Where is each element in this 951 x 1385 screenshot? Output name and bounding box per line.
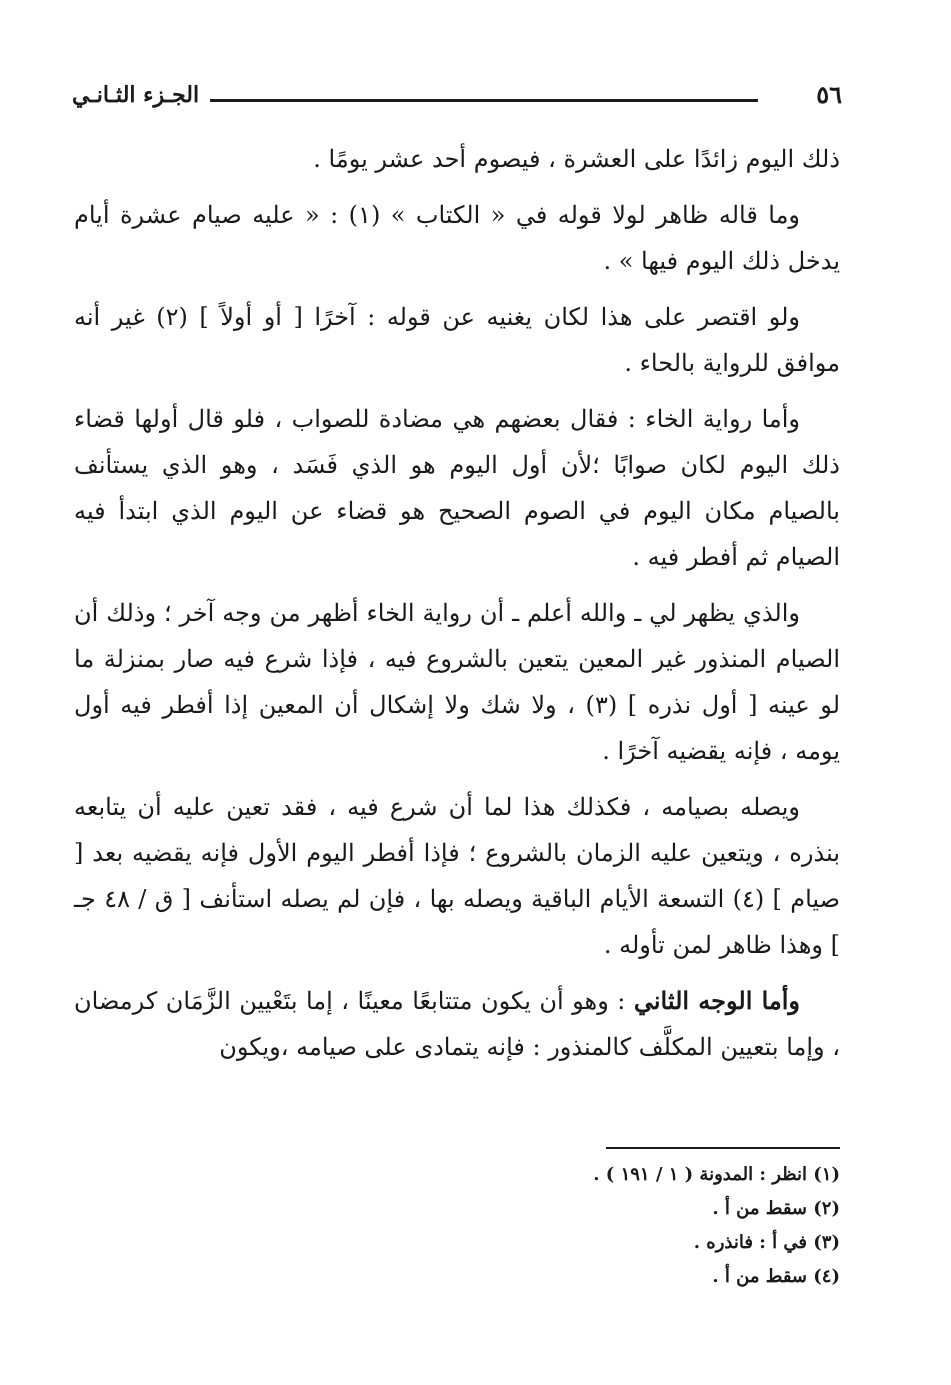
section-lead: وأما الوجه الثاني (633, 986, 801, 1015)
paragraph: وما قاله ظاهر لولا قوله في « الكتاب » (١) : « عليه صيام عشرة أيام يدخل ذلك اليوم فيها » . (74, 201, 840, 275)
paragraph: والذي يظهر لي ـ والله أعلم ـ أن رواية الخاء أظهر من وجه آخر ؛ وذلك أن الصيام المنذور غير المعين يتعين بالشروع فيه ، فإذا شرع فيه صار بمنزلة ما لو عينه [ أول نذره ] (٣) ، ولا شك ولا إشكال أن المعين إذا أفطر فيه أول يومه ، فإنه يقضيه آخرًا . (74, 599, 841, 765)
running-title: الجـزء الثـانـي (72, 82, 200, 108)
paragraph: ويصله بصيامه ، فكذلك هذا لما أن شرع فيه ، فقد تعين عليه أن يتابعه بنذره ، ويتعين عليه الزمان بالشروع ؛ فإذا أفطر اليوم الأول فإنه يقضيه بعد [ صيام ] (٤) التسعة الأيام الباقية ويصله بها ، فإن لم يصله استأنف [ ق / ٤٨ جـ ] وهذا ظاهر لمن تأوله . (74, 793, 840, 959)
footnote: (١) انظر : المدونة ( ١ / ١٩١ ) . (593, 1164, 840, 1185)
section-text: : وهو أن يكون متتابعًا معينًا ، إما بتَعْيين الزَّمَان كرمضان ، وإما بتعيين المكلَّف كالمنذور : فإنه يتمادى على صيامه ،ويكون (74, 987, 840, 1061)
paragraph: وأما رواية الخاء : فقال بعضهم هي مضادة للصواب ، فلو قال أولها قضاء ذلك اليوم لكان صوابًا ؛لأن أول اليوم هو الذي فَسَد ، وهو الذي يستأنف بالصيام مكان اليوم في الصوم الصحيح هو قضاء عن اليوم الذي ابتدأ فيه الصيام ثم أفطر فيه . (74, 405, 840, 571)
footnote: (٤) سقط من أ . (712, 1266, 840, 1287)
paragraph: ذلك اليوم زائدًا على العشرة ، فيصوم أحد عشر يومًا . (313, 145, 840, 173)
footnote: (٣) في أ : فانذره . (693, 1232, 840, 1253)
header-rule (210, 99, 758, 102)
footnotes (74, 1158, 840, 1294)
paragraph: ولو اقتصر على هذا لكان يغنيه عن قوله : آخرًا [ أو أولاً ] (٢) غير أنه موافق للرواية بالحاء . (74, 303, 840, 377)
page-number: ٥٦ (816, 80, 842, 109)
page-header (72, 82, 842, 118)
footnote: (٢) سقط من أ . (712, 1198, 840, 1219)
paragraph-last (74, 978, 840, 1070)
main-text (74, 136, 840, 1080)
footnote-separator (606, 1147, 840, 1149)
